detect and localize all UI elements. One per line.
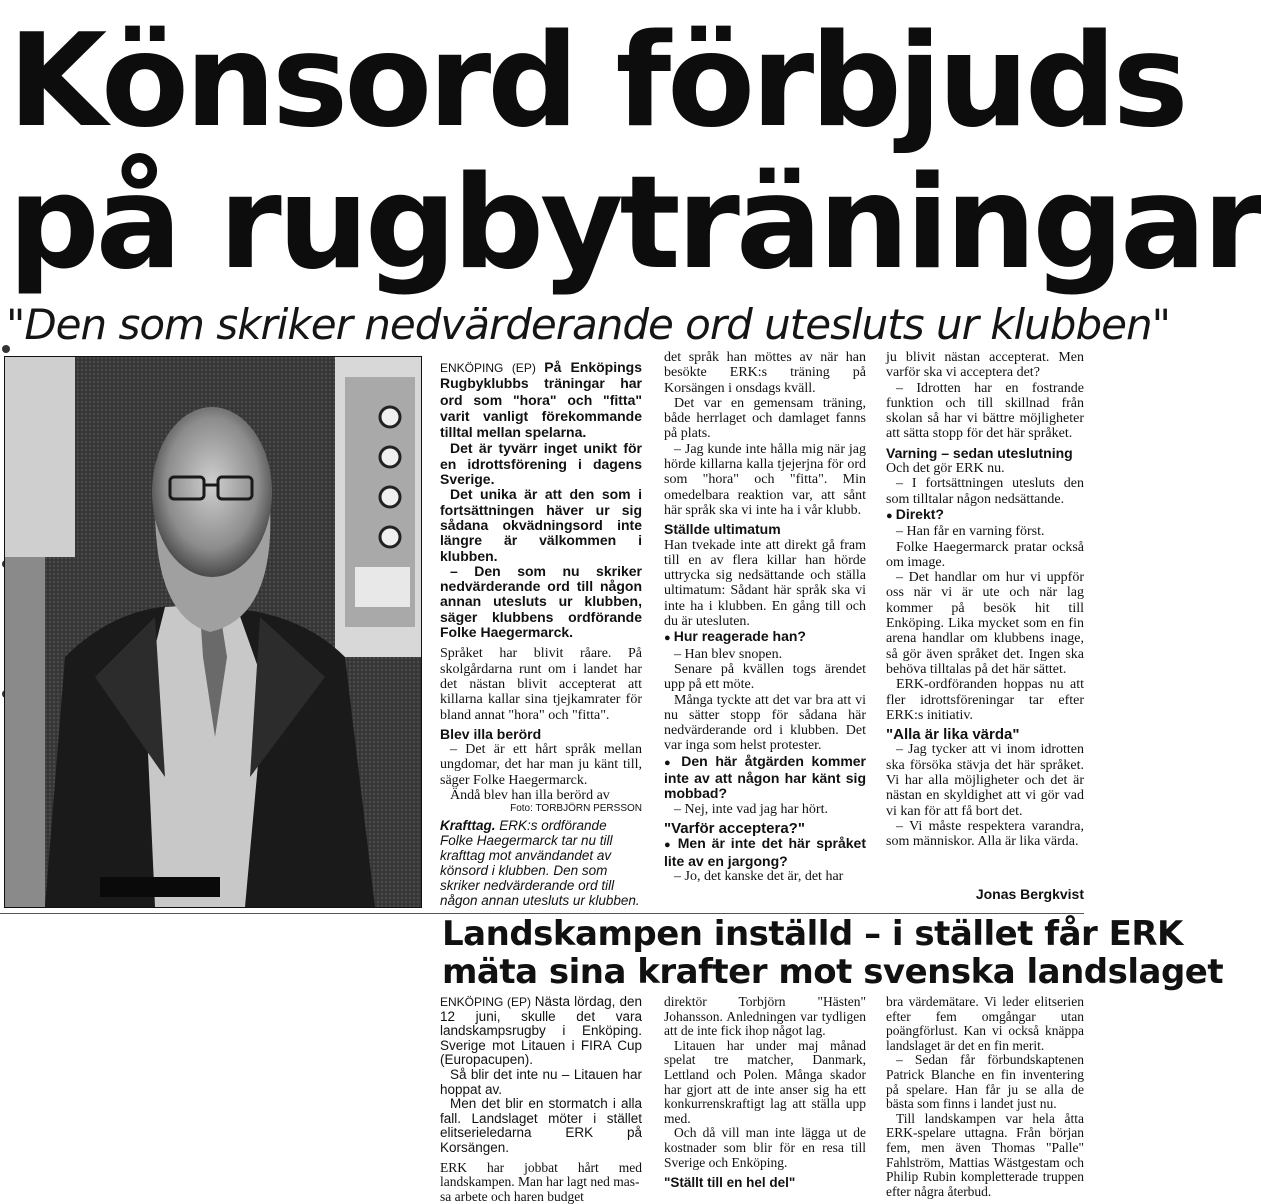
article1-column-1: [440, 359, 643, 804]
subheadline: "Den som skriker nedvärderande ord utesluts ur klubben": [6, 300, 1170, 349]
portrait-photo: [5, 357, 421, 907]
article2-col3-paragraph-2: – Sedan får förbundskaptenen Patrick Blanche en fin inventering på spelare. Han får ju se alla de bästa som finns i landet just nu.: [886, 1052, 1084, 1112]
article2-column-2: [664, 995, 866, 1198]
article2-column-1: [440, 994, 642, 1204]
article1-col2-paragraph-7: Många tyckte att det var bra att vi nu sätter stopp för sådana här nedvärderande ord i klubben. Det var inga som helst protester.: [664, 692, 866, 754]
article2-col1-paragraph-2: sa arbete och haren budget: [440, 1188, 584, 1204]
article2-headline-line-2: mäta sina krafter mot svenska landslaget: [442, 952, 1224, 992]
article2-col2-paragraph-1: direktör Torbjörn "Hästen" Johansson. Anledningen var tydligen att de inte fick ihop något lag.: [664, 994, 866, 1039]
article1-col2-paragraph-4: Han tvekade inte att direkt gå fram till en av flera killar han hörde uttrycka sig nedsättande och ställa ultimatum: Sådant här språk ska vi inte ha i klubben. En gång till och du är utesluten.: [664, 537, 866, 630]
article1-question-2: ● Den här åtgärden kommer inte av att någon har känt sig mobbad?: [664, 754, 866, 802]
article1-subhead-stallde: Ställde ultimatum: [664, 521, 781, 538]
article1-col1-paragraph-2: – Det är ett hårt språk mellan ungdomar, det har man ju känt till, säger Folke Haegermarck.: [440, 742, 642, 788]
article1-col2-paragraph-8: – Nej, inte vad jag har hört.: [674, 801, 828, 817]
article2-col2-paragraph-2: Litauen har under maj månad spelat tre matcher, Danmark, Lettland och Polen. Många skador har gjort att de inte anser sig ha ett konkurrenskraftigt lag att ställa upp med.: [664, 1037, 866, 1126]
article2-lead-1: Nästa lördag, den 12 juni, skulle det vara landskampsrugby i Enköping. Sverige mot Litauen i FIRA Cup (Europacupen).: [440, 994, 642, 1068]
article1-dateline: ENKÖPING (EP): [440, 361, 545, 375]
article1-col3-paragraph-7: – Det handlar om hur vi uppför oss när vi är ute och när lag kommer på besök hit till Enköping. Lika mycket som en fin arena handlar om klubbens inage, så gör även språket det. Ingen ska behöva tilltalas på det här sättet.: [886, 570, 1084, 677]
article2-lead-3: Men det blir en stormatch i alla fall. Landslaget möter i stället elitserieledarna ERK på Korsängen.: [440, 1096, 642, 1155]
article2-col1-paragraph-1: ERK har jobbat hårt med landskampen. Man har lagt ned mas-: [440, 1159, 642, 1190]
article2-column-3: [886, 995, 1084, 1198]
article1-subhead-blev-illa: Blev illa berörd: [440, 725, 542, 742]
headline-line-2: på rugbyträningar: [8, 149, 1261, 298]
article1-col3-paragraph-8: ERK-ordföranden hoppas nu att fler idrottsföreningar tar efter ERK:s initiativ.: [886, 677, 1084, 723]
article1-lead-4: – Den som nu skriker nedvärderande ord till någon annan utesluts ur klubben, säger klubbens ordförande Folke Haegermarck.: [440, 562, 642, 641]
article1-col3-paragraph-2: – Idrotten har en fostrande funktion och till skillnad från skolan så har vi bättre möjligheter att sätta stopp för det här språket.: [886, 380, 1084, 442]
article1-question-1: ● Hur reagerade han?: [664, 629, 866, 646]
photo-caption-text: ERK:s ordförande Folke Haegermarck tar nu till krafttag mot användandet av könsord i klubben. Den som skriker nedvärderande ord till någon annan utesluts ur klubben.: [440, 818, 640, 908]
article1-col3-paragraph-4: – I fortsättningen utesluts den som tilltalar någon nedsättande.: [886, 476, 1084, 507]
photo-caption-lead: Krafttag.: [440, 818, 496, 833]
article1-col2-paragraph-2: Det var en gemensam träning, både herrlaget och damlaget fanns på plats.: [664, 395, 866, 442]
article1-pull-quote-1: "Varför acceptera?": [664, 819, 805, 837]
article1-lead-1: På Enköpings Rugbyklubbs träningar har ord som "hora" och "fitta" varit vanligt förekommande tilltal mellan spelarna.: [440, 359, 643, 441]
article1-col2-paragraph-3: – Jag kunde inte hålla mig när jag hörde killarna kalla tjejerjna för ord som "hora" och "fitta". Min omedelbara reaktion var, att sånt här språk ska vi inte ha i vår klubb.: [664, 441, 866, 518]
article1-col3-paragraph-1: ju blivit nästan accepterat. Men varför ska vi acceptera det?: [886, 350, 1084, 381]
article1-question-3: ● Men är inte det här språket lite av en jargong?: [664, 836, 866, 869]
article1-col3-paragraph-5: – Han får en varning först.: [896, 524, 1045, 540]
photo: [4, 356, 422, 908]
article1-col2-paragraph-1: det språk han möttes av när han besökte ERK:s träning på Korsängen i onsdags kväll.: [664, 350, 866, 396]
article2-dateline: ENKÖPING (EP): [440, 995, 535, 1009]
article1-column-3: [886, 350, 1084, 878]
article1-col2-paragraph-6: Senare på kvällen togs ärendet upp på ett möte.: [664, 661, 866, 693]
article1-column-2: [664, 350, 866, 906]
article2-headline-line-1: Landskampen inställd – i stället får ERK: [442, 914, 1183, 954]
article1-lead-2: Det är tyvärr inget unikt för en idrottsförening i dagens Sverige.: [440, 440, 642, 488]
article1-byline: Jonas Bergkvist: [975, 886, 1084, 902]
article2-pull-quote: "Ställt till en hel del": [664, 1175, 796, 1191]
article1-pull-quote-2: "Alla är lika värda": [886, 726, 1020, 744]
article1-subhead-varning: Varning – sedan uteslutning: [886, 444, 1073, 461]
photo-caption: [440, 818, 642, 908]
article1-col1-paragraph-3: Ändå blev han illa berörd av: [450, 788, 610, 804]
article1-lead-3: Det unika är att den som i fortsättningen häver ur sig sådana okvädningsord inte längre är välkommen i klubben.: [440, 486, 642, 564]
article1-col3-paragraph-3: Och det gör ERK nu.: [886, 461, 1005, 477]
article1-col2-paragraph-5: – Han blev snopen.: [674, 646, 783, 662]
article1-col3-paragraph-9: – Jag tycker att vi inom idrotten ska försöka stävja det här språket. Vi har alla möjligheter och det är nästan en skyldighet att vi gör vad vi kan för att få bort det.: [886, 742, 1084, 819]
article2-col3-paragraph-3: Till landskampen var hela åtta ERK-spelare uttagna. Från början fem, men även Thomas "Palle" Fahlström, Mattias Wästgestam och Philip Rubin kompletterade truppen efter några återbud.: [886, 1110, 1084, 1199]
article1-col1-paragraph-1: Språket har blivit råare. På skolgårdarna runt om i landet har det nästan blivit accepterat att killarna kallar sina tjejkamrater för bland annat "hora" och "fitta".: [440, 646, 642, 723]
article1-col3-question-1: ● Direkt?: [886, 507, 1084, 524]
article2-col2-paragraph-3: Och då vill man inte lägga ut de kostnader som blir för en resa till Sverige och Enköping.: [664, 1125, 866, 1170]
article1-col3-paragraph-6: Folke Haegermarck pratar också om image.: [886, 539, 1084, 570]
headline-line-1: Könsord förbjuds: [8, 7, 1185, 156]
article1-col3-paragraph-10: – Vi måste respektera varandra, som människor. Alla är lika värda.: [886, 818, 1084, 850]
article1-col2-paragraph-9: – Jo, det kanske det är, det har: [674, 868, 844, 884]
article2-col3-paragraph-1: bra värdemätare. Vi leder elitserien efter fem omgångar utan poängförlust. Kan vi också knäppa landslaget är det en fin merit.: [886, 994, 1084, 1053]
article2-lead-2: Så blir det inte nu – Litauen har hoppat av.: [440, 1066, 642, 1097]
photo-credit: Foto: TORBJÖRN PERSSON: [510, 803, 642, 814]
